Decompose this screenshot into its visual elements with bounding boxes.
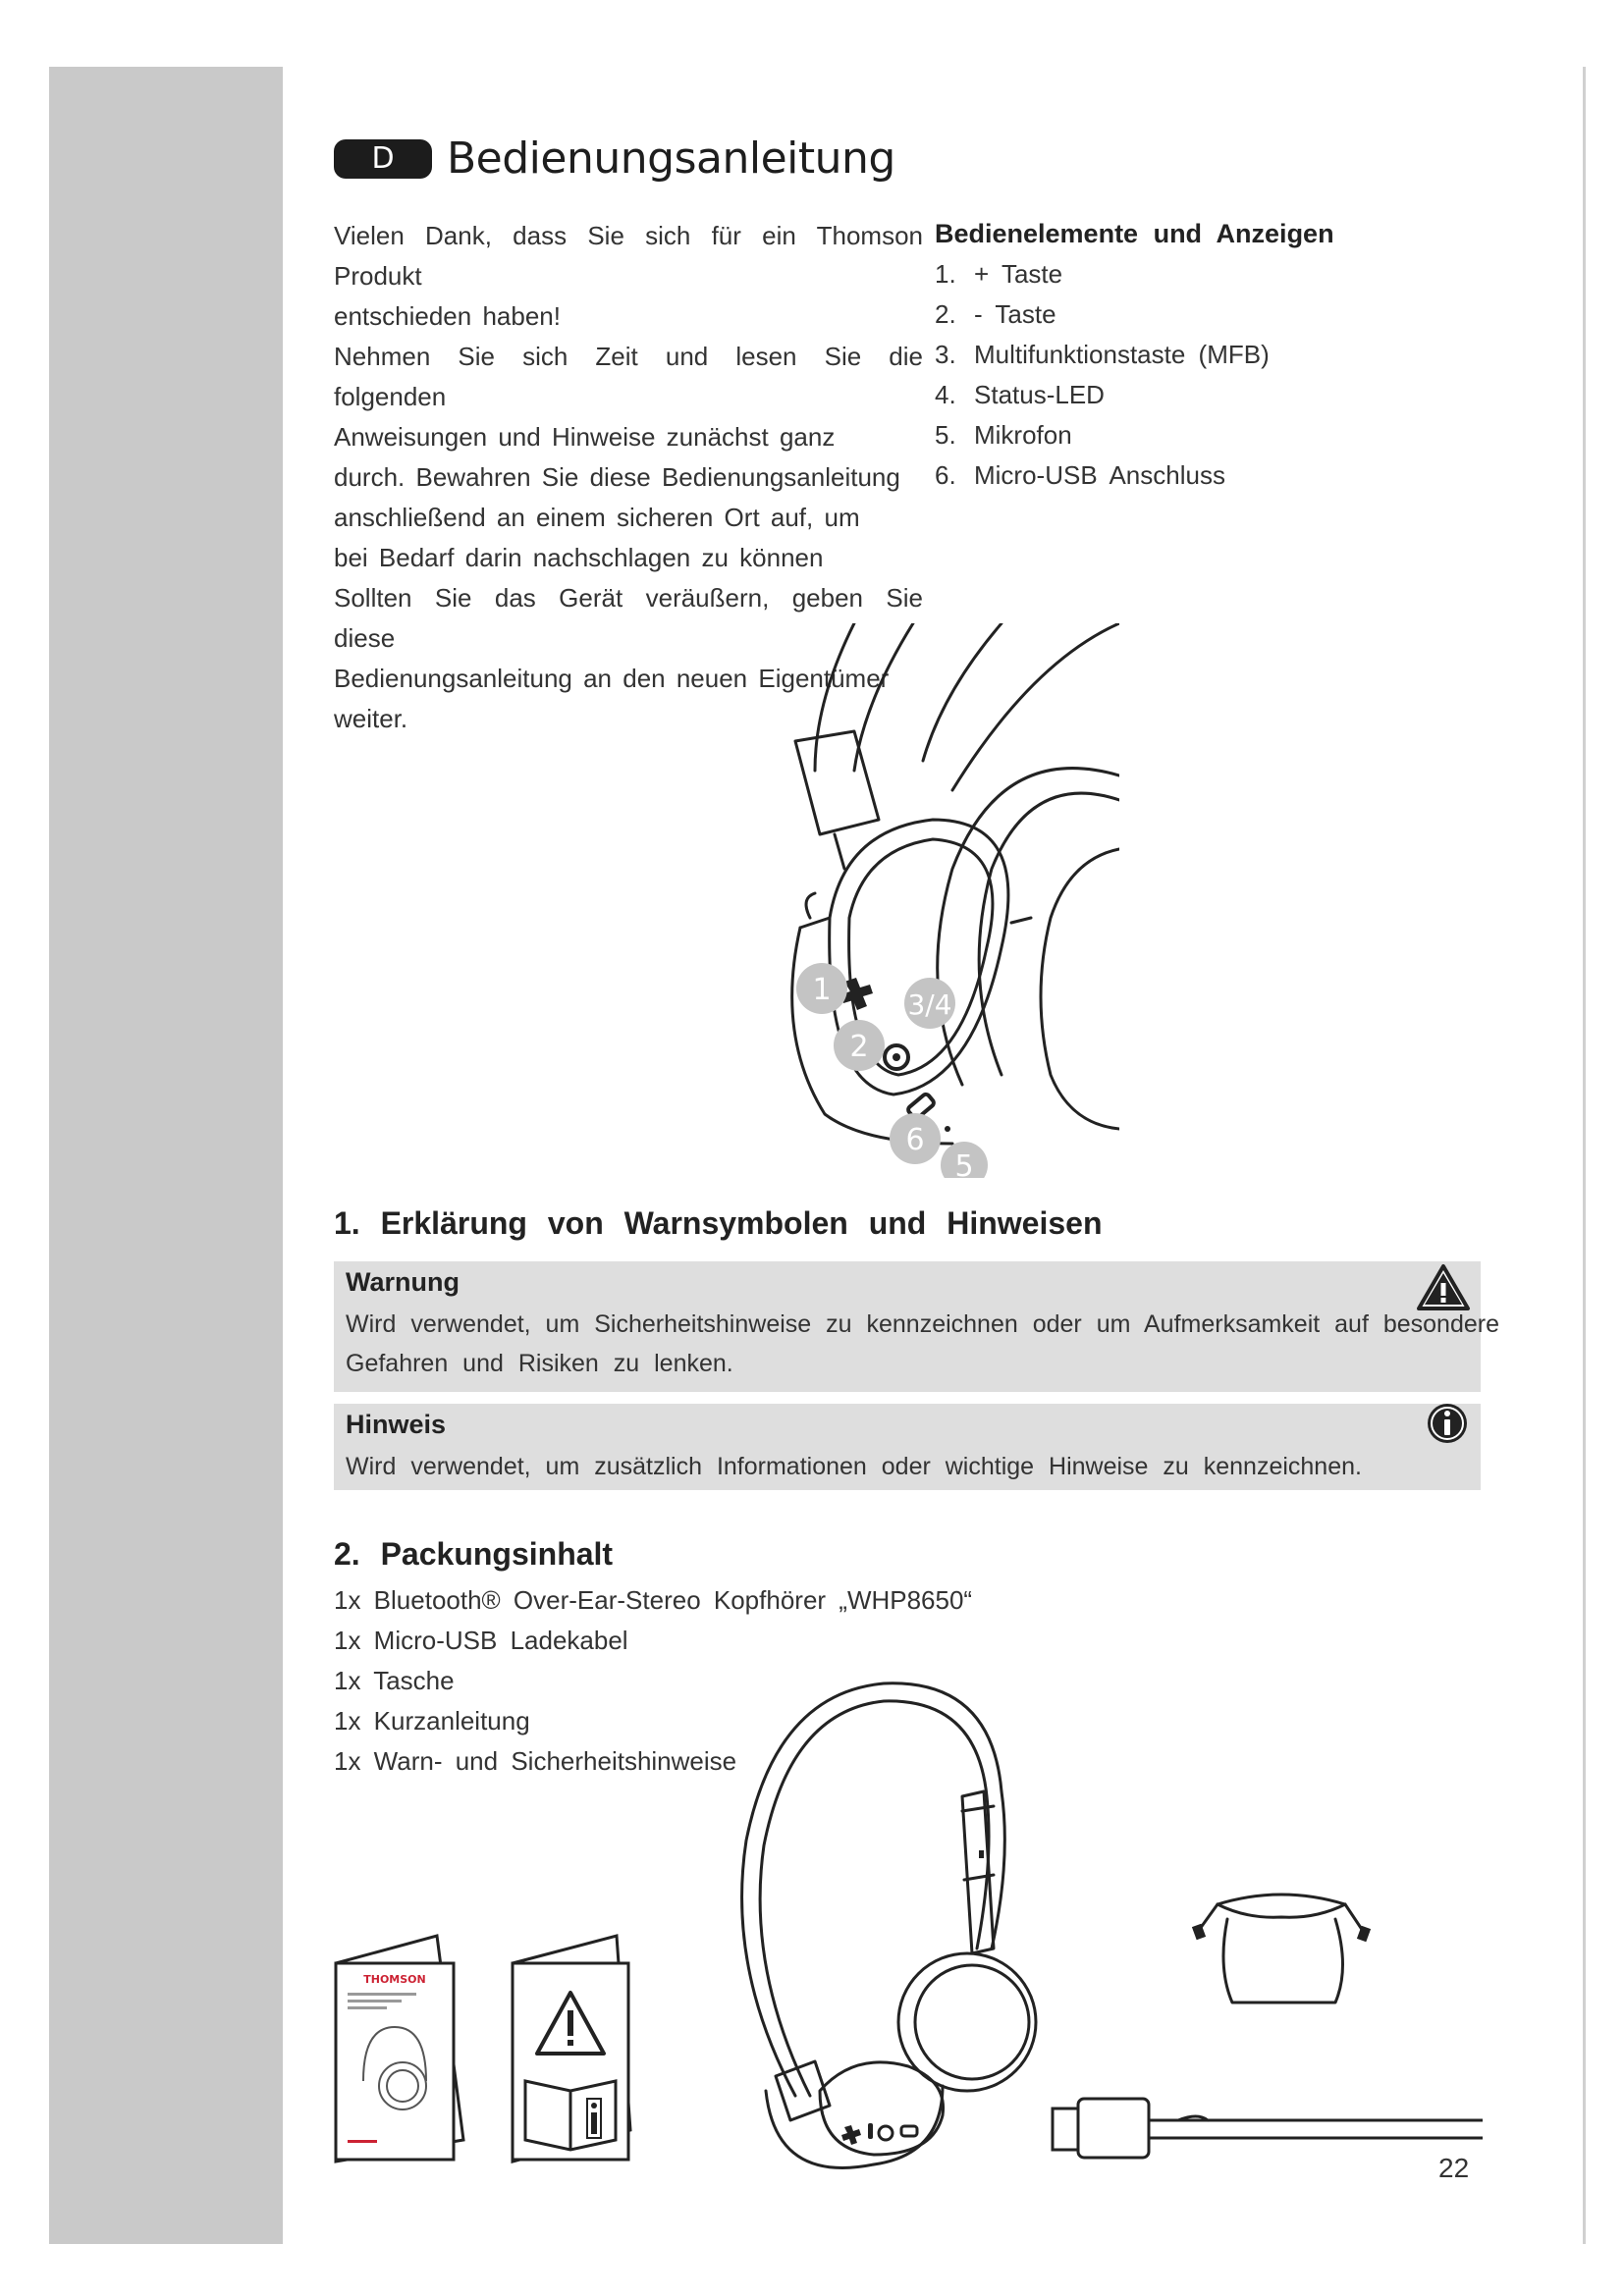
- callout-3-4: 3/4: [907, 988, 952, 1021]
- control-item: 2. - Taste: [935, 299, 1056, 329]
- intro-line: entschieden haben!: [334, 301, 561, 331]
- info-icon: [1424, 1400, 1471, 1447]
- note-text: Wird verwendet, um zusätzlich Informationen oder wichtige Hinweise zu kennzeichnen.: [346, 1453, 1362, 1480]
- control-item: 1. + Taste: [935, 259, 1063, 289]
- headphones-illustration: [736, 1674, 1041, 2174]
- intro-line: Vielen Dank, dass Sie sich für ein Thomson Produkt: [334, 221, 923, 291]
- control-item: 5. Mikrofon: [935, 420, 1072, 450]
- language-badge: D: [334, 139, 432, 179]
- list-item: 1x Kurzanleitung: [334, 1706, 530, 1735]
- control-item: 3. Multifunktionstaste (MFB): [935, 340, 1270, 369]
- quick-guide-booklet-illustration: [334, 1934, 466, 2164]
- intro-line: Anweisungen und Hinweise zunächst ganz: [334, 422, 836, 452]
- list-item: 1x Warn- und Sicherheitshinweise: [334, 1746, 737, 1776]
- control-item: 4. Status-LED: [935, 380, 1105, 409]
- controls-title: Bedienelemente und Anzeigen: [935, 219, 1334, 248]
- intro-line: durch. Bewahren Sie diese Bedienungsanleitung: [334, 462, 900, 492]
- intro-line: bei Bedarf darin nachschlagen zu können: [334, 543, 824, 572]
- headphone-controls-diagram: [707, 623, 1119, 1178]
- callout-2: 2: [849, 1030, 869, 1064]
- intro-line: anschließend an einem sicheren Ort auf, um: [334, 503, 860, 532]
- page-number: 22: [1438, 2153, 1470, 2183]
- intro-line: Bedienungsanleitung an den neuen Eigentümer: [334, 664, 890, 693]
- note-title: Hinweis: [346, 1410, 447, 1439]
- list-item: 1x Micro-USB Ladekabel: [334, 1626, 628, 1655]
- warning-box: [334, 1261, 1499, 1392]
- warning-text: Wird verwendet, um Sicherheitshinweise zu kennzeichnen oder um Aufmerksamkeit auf besondere Gefahren und Risiken zu lenken.: [346, 1310, 1499, 1377]
- section-2-title: 2. Packungsinhalt: [334, 1536, 614, 1572]
- section-1-title: 1. Erklärung von Warnsymbolen und Hinweisen: [334, 1205, 1103, 1241]
- intro-line: Nehmen Sie sich Zeit und lesen Sie die folgenden: [334, 342, 923, 411]
- carry-pouch-illustration: [1188, 1880, 1375, 2007]
- callout-5: 5: [954, 1149, 974, 1178]
- gray-sidebar: [49, 67, 283, 2244]
- intro-line: weiter.: [334, 704, 408, 733]
- safety-leaflet-illustration: [511, 1934, 633, 2164]
- callout-1: 1: [812, 973, 832, 1007]
- page-title: Bedienungsanleitung: [447, 133, 895, 184]
- list-item: 1x Bluetooth® Over-Ear-Stereo Kopfhörer „WHP8650“: [334, 1585, 973, 1615]
- note-box: [334, 1404, 1481, 1490]
- callout-6: 6: [905, 1123, 925, 1157]
- controls-list-block: [935, 214, 1406, 496]
- intro-line: Sollten Sie das Gerät veräußern, geben Sie diese: [334, 583, 923, 653]
- warning-triangle-icon: [1416, 1263, 1471, 1312]
- page-edge-line: [1583, 67, 1586, 2244]
- micro-usb-cable-illustration: [1051, 2091, 1483, 2169]
- list-item: 1x Tasche: [334, 1666, 455, 1695]
- booklet-brand: THOMSON: [363, 1973, 426, 1986]
- control-item: 6. Micro-USB Anschluss: [935, 460, 1225, 490]
- warning-title: Warnung: [346, 1267, 460, 1297]
